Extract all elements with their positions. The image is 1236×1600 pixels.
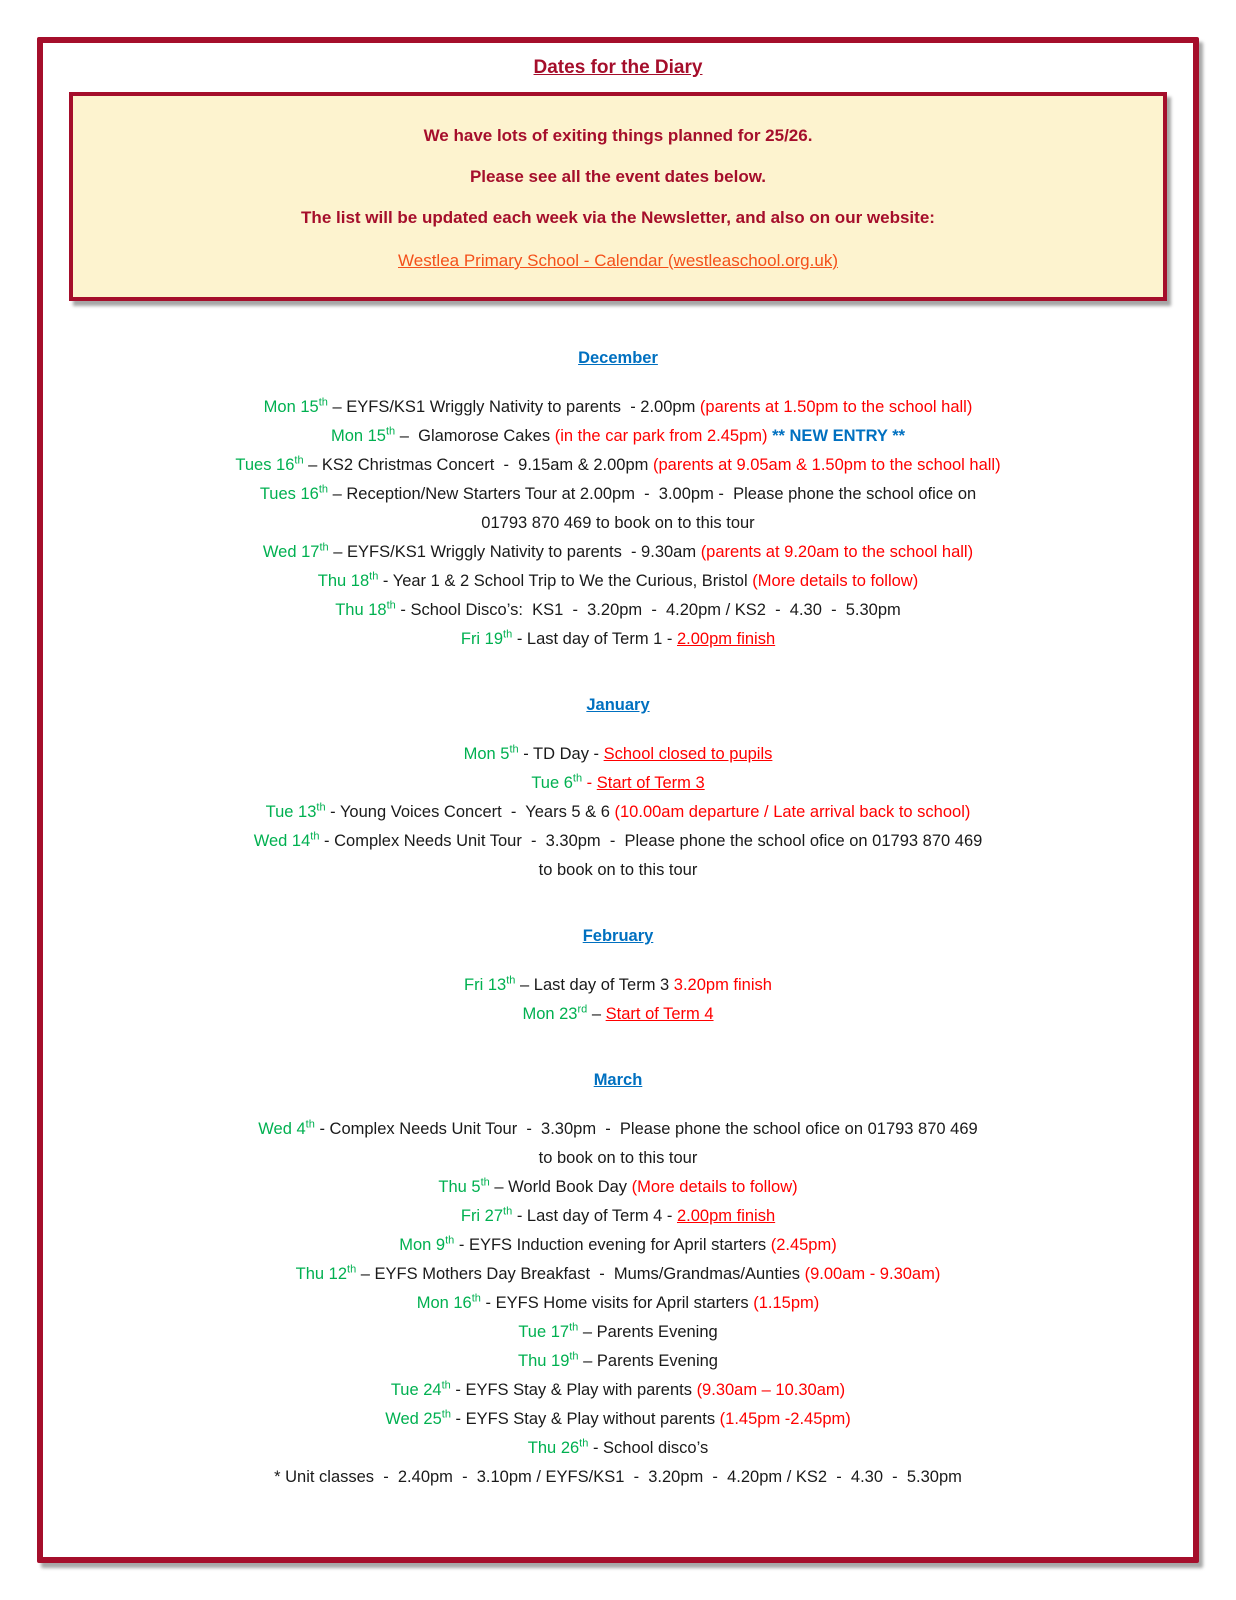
- month-heading: January: [586, 696, 650, 714]
- text-segment: – Parents Evening: [578, 1352, 718, 1370]
- text-segment: (More details to follow): [752, 572, 919, 590]
- month-heading: February: [582, 927, 654, 945]
- text-segment: rd: [577, 1003, 588, 1016]
- event-line: [43, 480, 1193, 509]
- text-segment: - EYFS Induction evening for April starters: [454, 1236, 771, 1254]
- text-segment: th: [569, 1350, 579, 1363]
- event-line: [43, 1202, 1193, 1231]
- text-segment: (parents at 9.20am to the school hall): [700, 543, 974, 561]
- text-segment: th: [441, 1408, 451, 1421]
- text-segment: (2.45pm): [770, 1236, 837, 1254]
- text-segment: –: [587, 1005, 606, 1023]
- text-segment: – Last day of Term 3: [515, 976, 674, 994]
- event-line: [43, 1173, 1193, 1202]
- text-segment: th: [318, 483, 329, 496]
- event-line: [43, 856, 1193, 885]
- text-segment: Mon 15: [263, 398, 319, 416]
- text-segment: Fri 27: [460, 1207, 504, 1225]
- event-line: [43, 1405, 1193, 1434]
- text-segment: Thu 18: [335, 601, 387, 619]
- text-segment: 2.00pm finish: [677, 630, 776, 648]
- event-line: [43, 1434, 1193, 1463]
- text-segment: (in the car park from 2.45pm): [554, 427, 768, 445]
- text-segment: th: [579, 1437, 589, 1450]
- text-segment: * Unit classes - 2.40pm - 3.10pm / EYFS/KS1 - 3.20pm - 4.20pm / KS2 - 4.30 - 5.30pm: [274, 1468, 962, 1486]
- text-segment: Thu 5: [438, 1178, 481, 1196]
- text-segment: th: [471, 1292, 481, 1305]
- text-segment: th: [386, 425, 396, 438]
- text-segment: th: [347, 1263, 357, 1276]
- event-line: [43, 567, 1193, 596]
- text-segment: - School disco’s: [588, 1439, 709, 1457]
- month-section: [43, 696, 1193, 885]
- text-segment: - Last day of Term 1 -: [512, 630, 677, 648]
- text-segment: th: [445, 1234, 455, 1247]
- text-segment: Tue 6: [531, 774, 573, 792]
- text-segment: 3.20pm finish: [673, 976, 772, 994]
- event-line: [43, 1376, 1193, 1405]
- text-segment: – EYFS/KS1 Wriggly Nativity to parents - 2.00pm: [327, 398, 700, 416]
- text-segment: 01793 870 469 to book on to this tour: [481, 514, 755, 532]
- text-segment: th: [503, 628, 513, 641]
- text-segment: to book on to this tour: [538, 1149, 698, 1167]
- event-line: [43, 1231, 1193, 1260]
- text-segment: Thu 18: [317, 572, 370, 590]
- text-segment: Tues 16: [235, 456, 295, 474]
- text-segment: Mon 23: [522, 1005, 578, 1023]
- month-section: [43, 927, 1193, 1029]
- text-segment: - Year 1 & 2 School Trip to We the Curious, Bristol: [378, 572, 753, 590]
- event-line: [43, 625, 1193, 654]
- text-segment: th: [509, 743, 519, 756]
- text-segment: - TD Day -: [518, 745, 604, 763]
- month-section: [43, 1071, 1193, 1492]
- event-line: [43, 596, 1193, 625]
- text-segment: (1.45pm -2.45pm): [719, 1410, 851, 1428]
- text-segment: to book on to this tour: [538, 861, 698, 879]
- text-segment: Thu 19: [518, 1352, 570, 1370]
- page-title: Dates for the Diary: [533, 57, 703, 78]
- text-segment: - EYFS Stay & Play with parents: [450, 1381, 697, 1399]
- text-segment: - School Disco’s: KS1 - 3.20pm - 4.20pm / KS2 - 4.30 - 5.30pm: [395, 601, 901, 619]
- text-segment: (1.15pm): [753, 1294, 820, 1312]
- event-line: [43, 1260, 1193, 1289]
- text-segment: – Reception/New Starters Tour at 2.00pm - 3.00pm - Please phone the school ofice on: [328, 485, 977, 503]
- text-segment: Start of Term 4: [605, 1005, 714, 1023]
- text-segment: Fri 19: [460, 630, 504, 648]
- text-segment: Tue 17: [518, 1323, 570, 1341]
- event-line: [43, 393, 1193, 422]
- event-line: [43, 827, 1193, 856]
- month-heading: March: [593, 1071, 643, 1089]
- document-border-frame: [37, 37, 1199, 1563]
- calendar-link[interactable]: Westlea Primary School - Calendar (westleaschool.org.uk): [398, 251, 838, 270]
- event-line: [43, 1463, 1193, 1492]
- event-line: [43, 1289, 1193, 1318]
- text-segment: th: [503, 1205, 513, 1218]
- text-segment: (More details to follow): [631, 1178, 798, 1196]
- text-segment: th: [294, 454, 304, 467]
- text-segment: th: [569, 1321, 579, 1334]
- text-segment: Tue 13: [265, 803, 317, 821]
- text-segment: Tue 24: [390, 1381, 442, 1399]
- text-segment: Start of Term 3: [596, 774, 705, 792]
- text-segment: Mon 15: [330, 427, 386, 445]
- text-segment: th: [316, 801, 326, 814]
- intro-box: [69, 92, 1167, 301]
- events-list: [43, 349, 1193, 1492]
- text-segment: – Glamorose Cakes: [395, 427, 555, 445]
- text-segment: (10.00am departure / Late arrival back to school): [614, 803, 971, 821]
- event-line: [43, 798, 1193, 827]
- text-segment: - EYFS Stay & Play without parents: [450, 1410, 720, 1428]
- text-segment: ** NEW ENTRY **: [772, 427, 906, 445]
- text-segment: 2.00pm finish: [677, 1207, 776, 1225]
- text-segment: Mon 9: [399, 1236, 446, 1254]
- text-segment: -: [582, 774, 597, 792]
- event-line: [43, 1115, 1193, 1144]
- text-segment: (9.30am – 10.30am): [696, 1381, 846, 1399]
- event-line: [43, 451, 1193, 480]
- event-line: [43, 769, 1193, 798]
- text-segment: – World Book Day: [489, 1178, 632, 1196]
- text-segment: th: [318, 396, 328, 409]
- text-segment: Thu 12: [295, 1265, 348, 1283]
- text-segment: th: [310, 830, 320, 843]
- text-segment: - EYFS Home visits for April starters: [480, 1294, 754, 1312]
- text-segment: – KS2 Christmas Concert - 9.15am & 2.00pm: [303, 456, 653, 474]
- text-segment: Fri 13: [464, 976, 507, 994]
- text-segment: – EYFS Mothers Day Breakfast - Mums/Grandmas/Aunties: [356, 1265, 805, 1283]
- text-segment: (parents at 1.50pm to the school hall): [699, 398, 973, 416]
- text-segment: Wed 14: [253, 832, 311, 850]
- text-segment: th: [480, 1176, 490, 1189]
- event-line: [43, 1000, 1193, 1029]
- event-line: [43, 1347, 1193, 1376]
- text-segment: – EYFS/KS1 Wriggly Nativity to parents - 9.30am: [328, 543, 701, 561]
- text-segment: School closed to pupils: [603, 745, 773, 763]
- text-segment: - Complex Needs Unit Tour - 3.30pm - Please phone the school ofice on 01793 870 469: [314, 1120, 978, 1138]
- intro-line-2: Please see all the event dates below.: [469, 167, 767, 186]
- text-segment: (9.00am - 9.30am): [804, 1265, 941, 1283]
- text-segment: Wed 25: [385, 1410, 442, 1428]
- text-segment: (parents at 9.05am & 1.50pm to the school hall): [652, 456, 1001, 474]
- text-segment: Tues 16: [259, 485, 319, 503]
- text-segment: th: [441, 1379, 451, 1392]
- text-segment: - Complex Needs Unit Tour - 3.30pm - Please phone the school ofice on 01793 870 469: [319, 832, 983, 850]
- text-segment: th: [386, 599, 396, 612]
- text-segment: Wed 4: [258, 1120, 306, 1138]
- text-segment: Mon 16: [416, 1294, 472, 1312]
- month-section: [43, 349, 1193, 654]
- text-segment: Thu 26: [527, 1439, 580, 1457]
- text-segment: th: [506, 974, 516, 987]
- text-segment: th: [572, 772, 583, 785]
- text-segment: th: [305, 1118, 315, 1131]
- event-line: [43, 538, 1193, 567]
- text-segment: Wed 17: [262, 543, 320, 561]
- text-segment: – Parents Evening: [578, 1323, 718, 1341]
- text-segment: th: [369, 570, 379, 583]
- intro-line-1: We have lots of exiting things planned for 25/26.: [423, 126, 813, 145]
- event-line: [43, 1318, 1193, 1347]
- text-segment: Mon 5: [463, 745, 510, 763]
- text-segment: - Young Voices Concert - Years 5 & 6: [325, 803, 615, 821]
- event-line: [43, 509, 1193, 538]
- event-line: [43, 1144, 1193, 1173]
- text-segment: - Last day of Term 4 -: [512, 1207, 677, 1225]
- month-heading: December: [578, 349, 658, 367]
- event-line: [43, 422, 1193, 451]
- event-line: [43, 740, 1193, 769]
- event-line: [43, 971, 1193, 1000]
- intro-line-3: The list will be updated each week via the Newsletter, and also on our website:: [301, 208, 935, 227]
- text-segment: th: [319, 541, 329, 554]
